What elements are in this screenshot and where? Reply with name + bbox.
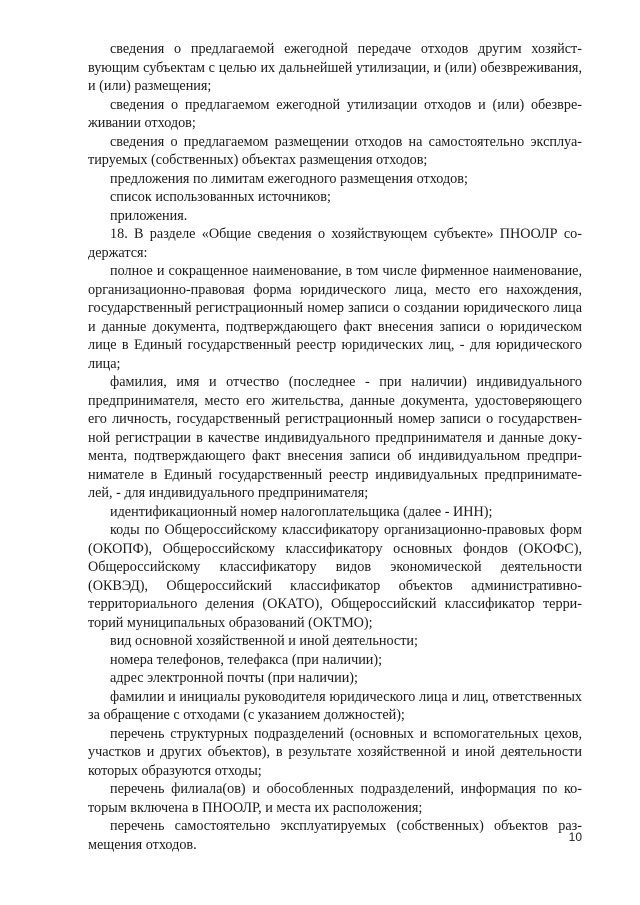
paragraph-email: адрес электронной почты (при наличии);	[110, 670, 358, 686]
paragraph-classifier-codes: коды по Общероссийскому классификатору организационно-правовых форм (ОКОПФ), Общероссийскому классификатору основных фондов (ОКОФС), Общероссийскому классификатору видов экономической деятельности (ОКВЭД), Общероссийский классификатор объектов административнотерриториального деления (ОКАТО), Общероссийский классификатор территорий муниципальных образований (ОКТМО);	[88, 522, 582, 631]
paragraph-own-facilities: перечень самостоятельно эксплуатируемых (собственных) объектов размещения отходов.	[88, 818, 582, 853]
paragraph-structural-units: перечень структурных подразделений (основных и вспомогательных цехов, участков и других объектов), в результате хозяйственной и иной деятельности которых образуются отходы;	[88, 725, 582, 779]
paragraph-phone-fax: номера телефонов, телефакса (при наличии);	[110, 651, 383, 668]
paragraph-inn: идентификационный номер налогоплательщика (далее - ИНН);	[110, 503, 493, 520]
paragraph-placement-info: сведения о предлагаемом размещении отходов на самостоятельно эксплуатируемых (собственных) объектах размещения отходов;	[88, 133, 582, 168]
paragraph-section-18: 18. В разделе «Общие сведения о хозяйствующем субъекте» ПНООЛР содержатся:	[88, 226, 582, 261]
paragraph-transfer-info: сведения о предлагаемой ежегодной передаче отходов другим хозяйствующим субъектам с целью их дальнейшей утилизации, и (или) обезвреживания, и (или) размещения;	[88, 41, 582, 94]
paragraph-entrepreneur-name: фамилия, имя и отчество (последнее - при наличии) индивидуального предпринимателя, место его жительства, данные документа, удостоверяющего его личность, государственный регистрационный номер записи о государственной регистрации в качестве индивидуального предпринимателя и данные документа, подтверждающего факт внесения записи об индивидуальном предпринимателе в Единый государственный реестр индивидуальных предпринимателей, - для индивидуального предпринимателя;	[88, 374, 582, 501]
paragraph-legal-entity-name: полное и сокращенное наименование, в том числе фирменное наименование, организационно-правовая форма юридического лица, место его нахождения, государственный регистрационный номер записи о создании юридического лица и данные документа, подтверждающего факт внесения записи о юридическом лице в Единый государственный реестр юридических лиц, - для юридического лица;	[88, 263, 582, 372]
document-body	[88, 40, 582, 854]
paragraph-limits-proposals: предложения по лимитам ежегодного размещения отходов;	[110, 170, 468, 187]
page-number: 10	[568, 830, 582, 844]
paragraph-branches: перечень филиала(ов) и обособленных подразделений, информация по которым включена в ПНООЛР, и места их расположения;	[88, 781, 582, 816]
paragraph-responsible-persons: фамилии и инициалы руководителя юридического лица и лиц, ответственных за обращение с отходами (с указанием должностей);	[88, 688, 582, 723]
paragraph-sources-list: список использованных источников;	[110, 189, 331, 205]
paragraph-activity-type: вид основной хозяйственной и иной деятельности;	[110, 633, 418, 649]
paragraph-appendices: приложения.	[110, 207, 188, 224]
paragraph-utilization-info: сведения о предлагаемом ежегодной утилизации отходов и (или) обезвреживании отходов;	[88, 96, 582, 131]
